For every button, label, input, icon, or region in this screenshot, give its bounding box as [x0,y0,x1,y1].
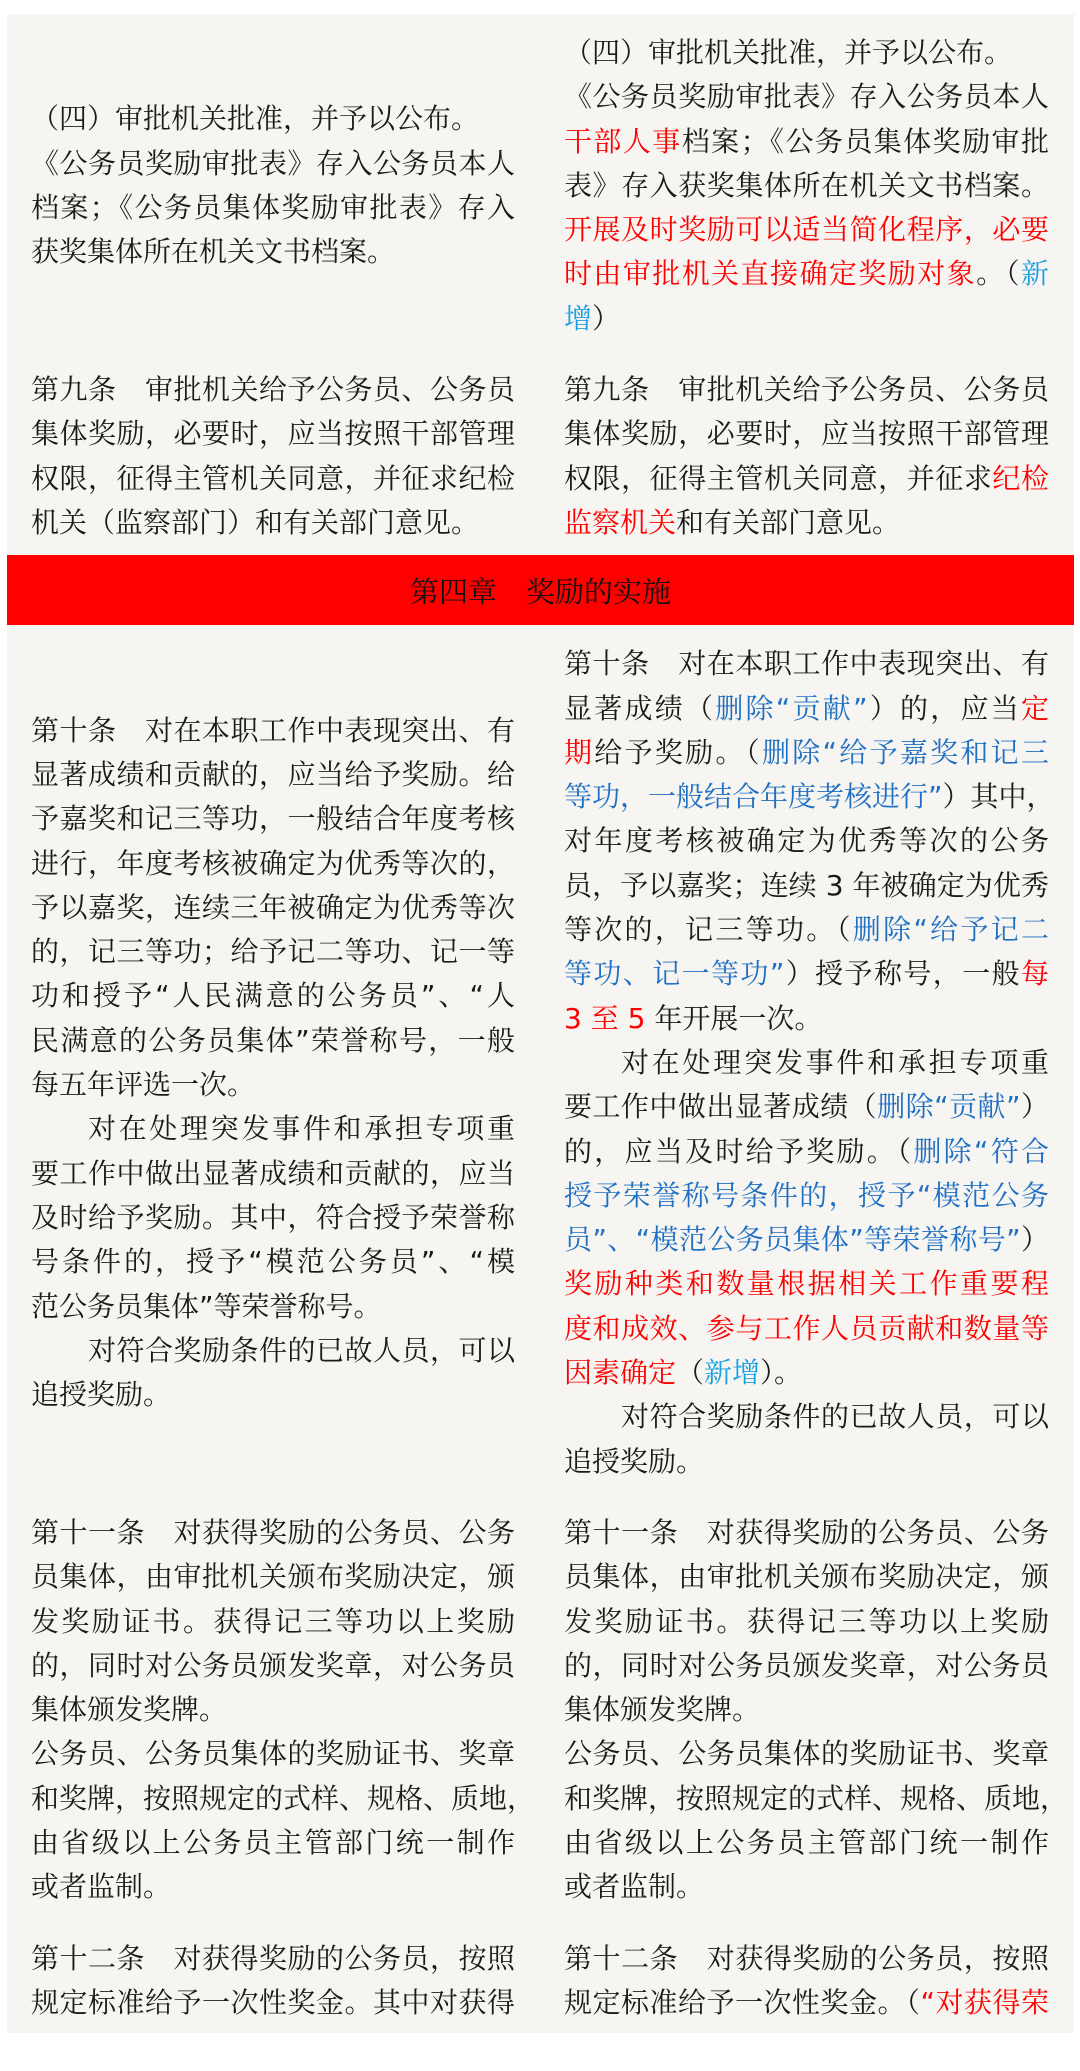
text-line [564,297,1049,341]
text-run: 等次的，记三等功。（ [564,913,853,947]
text-line [31,1555,515,1599]
deleted-note: 删除“给予记二 [852,913,1049,947]
text-run: （四）审批机关批准，并予以公布。 [31,102,480,136]
text-line [564,252,1049,296]
text-run: 第十一条 对获得奖励的公务员、公务 [31,1515,515,1549]
text-line [564,208,1049,252]
text-line [564,457,1049,501]
text-run: 或者监制。 [31,1870,172,1904]
revised-text-cell [540,351,1074,555]
text-line [564,1440,1049,1484]
text-run: 及时给予奖励。其中，符合授予荣誉称 [31,1200,515,1234]
text-run: 规定标准给予一次性奖金。其中对获得 [31,1985,515,2019]
text-run: 集体奖励，必要时，应当按照干部管理 [31,417,515,451]
text-line [564,1644,1049,1688]
text-run: 第十条 对在本职工作中表现突出、有 [31,713,515,747]
text-run: 对在处理突发事件和承担专项重 [621,1045,1049,1079]
text-line [564,1600,1049,1644]
text-line [31,186,515,230]
text-line [564,368,1049,412]
text-line [564,1555,1049,1599]
text-run: 追授奖励。 [564,1444,705,1478]
deleted-note: 授予荣誉称号条件的，授予“模范公务 [564,1178,1049,1212]
text-line [31,1865,515,1909]
text-line [31,1329,515,1373]
added-text: 奖励种类和数量根据相关工作重要程 [564,1267,1049,1301]
text-run: 《公务员奖励审批表》存入公务员本人 [31,146,515,180]
text-line [564,1218,1049,1262]
text-run: 第十条 对在本职工作中表现突出、有 [564,647,1049,681]
article-row-12 [7,1920,1074,2033]
text-line [564,1777,1069,1821]
text-line [564,1937,1049,1981]
text-run: 公务员、公务员集体的奖励证书、奖章 [564,1737,1049,1771]
text-run: 集体奖励，必要时，应当按照干部管理 [564,417,1049,451]
text-run: 权限，征得主管机关同意，并征求纪检 [31,461,515,495]
text-line [31,1981,515,2025]
added-text: 3 至 5 [564,1001,646,1035]
text-line [31,97,515,141]
text-line [564,1865,1049,1909]
text-line [31,797,515,841]
text-line [564,1351,1049,1395]
text-line [564,908,1049,952]
text-line [31,412,515,456]
text-line [564,1688,1049,1732]
text-line [31,1019,515,1063]
text-run: （ [676,1356,705,1390]
text-run: 获奖集体所在机关文书档案。 [31,235,396,269]
added-text: 每 [1020,957,1049,991]
text-run: 和有关部门意见。 [676,505,901,539]
text-run: 对在处理突发事件和承担专项重 [88,1112,515,1146]
text-run: 第十二条 对获得奖励的公务员，按照 [31,1941,515,1975]
text-line [564,412,1049,456]
added-text: 纪检 [992,461,1049,495]
original-text-cell [7,1494,540,1920]
text-line [564,687,1049,731]
text-run: 予嘉奖和记三等功，一般结合年度考核 [31,802,515,836]
text-run: 的，应当及时给予奖励。（ [564,1134,914,1168]
text-line [31,1688,515,1732]
text-run: 第九条 审批机关给予公务员、公务员 [31,373,515,407]
text-run: 的，同时对公务员颁发奖章，对公务员 [31,1648,515,1682]
text-line [31,753,515,797]
text-run: 公务员、公务员集体的奖励证书、奖章 [31,1737,515,1771]
text-run: ）。 [760,1356,803,1390]
text-run: 由省级以上公务员主管部门统一制作 [564,1825,1049,1859]
deleted-note: 删除“贡献” [715,691,868,725]
text-run: 规定标准给予一次性奖金。（ [564,1985,921,2019]
new-tag: 新 [1020,257,1049,291]
text-run: 档案；《公务员集体奖励审批 [681,124,1049,158]
deleted-note: 员”、“模范公务员集体”等荣誉称号” [564,1223,1021,1257]
text-line [564,1981,1049,2025]
text-line [564,120,1049,164]
text-run: 和奖牌，按照规定的式样、规格、质地， [564,1781,1069,1815]
text-line [31,368,515,412]
text-run: ） [592,301,621,335]
text-run: 要工作中做出显著成绩和贡献的，应当 [31,1156,515,1190]
text-line [564,31,1049,75]
deleted-note: 等功，一般结合年度考核进行” [564,780,943,814]
text-line [564,501,1049,545]
text-line [31,457,515,501]
text-line [564,819,1049,863]
text-line [564,642,1049,686]
text-run: 的，记三等功；给予记二等功、记一等 [31,935,515,969]
added-text: 时由审批机关直接确定奖励对象 [564,257,977,291]
deleted-note: 删除“贡献” [877,1090,1021,1124]
text-line [564,1174,1049,1218]
text-run: ） [1020,1090,1049,1124]
text-line [31,1107,515,1151]
text-line [31,1644,515,1688]
text-run: 《公务员奖励审批表》存入公务员本人 [564,80,1049,114]
text-run: 每五年评选一次。 [31,1068,256,1102]
article-row-item-4 [7,14,1074,351]
text-run: ）的，应当 [867,691,1021,725]
original-text-cell [7,14,540,351]
text-run: 员集体，由审批机关颁布奖励决定，颁 [564,1560,1049,1594]
text-line [31,1511,515,1555]
text-line [564,864,1049,908]
text-line [31,1821,515,1865]
text-line [564,1395,1049,1439]
added-text: “对获得荣 [920,1985,1049,2019]
new-tag: 增 [564,301,593,335]
text-run: 第十二条 对获得奖励的公务员，按照 [564,1941,1049,1975]
text-line [31,1196,515,1240]
text-run: 范公务员集体”等荣誉称号。 [31,1289,382,1323]
text-line [564,731,1049,775]
article-row-9 [7,351,1074,555]
revised-text-cell [540,14,1074,351]
text-run: 第十一条 对获得奖励的公务员、公务 [564,1515,1049,1549]
text-run: ）其中， [942,780,1055,814]
text-run: 表》存入获奖集体所在机关文书档案。 [564,168,1049,202]
text-line [31,501,515,545]
text-run: 的，同时对公务员颁发奖章，对公务员 [564,1648,1049,1682]
text-run: （四）审批机关批准，并予以公布。 [564,36,1013,69]
text-run: 权限，征得主管机关同意，并征求 [564,461,993,495]
text-line [31,1240,515,1284]
text-line [564,997,1049,1041]
text-line [31,1152,515,1196]
text-line [31,1937,515,1981]
text-run: 民满意的公务员集体”荣誉称号，一般 [31,1023,515,1057]
text-run: 号条件的，授予“模范公务员”、“模 [31,1245,515,1279]
text-run: 予以嘉奖，连续三年被确定为优秀等次 [31,890,515,924]
original-text-cell [7,1920,540,2033]
added-text: 监察机关 [564,505,677,539]
added-text: 定 [1020,691,1049,725]
text-run: 或者监制。 [564,1870,705,1904]
text-run: 由省级以上公务员主管部门统一制作 [31,1825,515,1859]
text-line [31,709,515,753]
text-line [564,775,1055,819]
revised-text-cell [540,1920,1074,2033]
text-line [31,974,515,1018]
deleted-note: 删除“符合 [913,1134,1049,1168]
text-run: 机关（监察部门）和有关部门意见。 [31,505,480,539]
added-text: 干部人事 [564,124,682,158]
text-line [564,1041,1049,1085]
text-run: 员，予以嘉奖；连续 3 年被确定为优秀 [564,868,1049,902]
deleted-note: 等功、记一等功” [564,957,785,991]
text-line [564,952,1049,996]
text-line [564,1262,1049,1306]
text-line [31,1373,515,1417]
text-line [564,1085,1049,1129]
text-line [564,1511,1049,1555]
text-run: 年开展一次。 [645,1001,823,1035]
text-run: 员集体，由审批机关颁布奖励决定，颁 [31,1560,515,1594]
revised-text-cell [540,1494,1074,1920]
revised-text-cell [540,625,1074,1494]
chapter-header-row [7,555,1074,625]
text-run: 。（ [976,257,1021,291]
added-text: 度和成效、参与工作人员贡献和数量等 [564,1311,1049,1345]
text-run: 对符合奖励条件的已故人员，可以 [621,1400,1049,1434]
text-run: 发奖励证书。获得记三等功以上奖励 [31,1604,515,1638]
text-run: 显著成绩（ [564,691,716,725]
text-line [31,142,515,186]
text-run: 对符合奖励条件的已故人员，可以 [88,1333,515,1367]
text-line [31,1600,515,1644]
text-line [564,1821,1049,1865]
text-line [31,1732,515,1776]
text-run: ） [1020,1223,1049,1257]
text-line [31,1285,515,1329]
chapter-title: 第四章 奖励的实施 [409,574,671,609]
added-text: 开展及时奖励可以适当简化程序，必要 [564,213,1049,247]
article-row-11 [7,1494,1074,1920]
text-line [564,75,1049,119]
text-run: 档案；《公务员集体奖励审批表》存入 [31,191,515,225]
added-text: 期 [564,735,595,769]
text-run: 和奖牌，按照规定的式样、规格、质地， [31,1781,536,1815]
text-run: 集体颁发奖牌。 [31,1693,228,1727]
text-line [564,1732,1049,1776]
text-line [31,1777,536,1821]
article-row-10 [7,625,1074,1494]
text-run: 集体颁发奖牌。 [564,1693,761,1727]
text-run: 第九条 审批机关给予公务员、公务员 [564,373,1049,407]
text-line [564,1130,1049,1174]
text-run: 进行，年度考核被确定为优秀等次的， [31,846,515,880]
original-text-cell [7,351,540,555]
deleted-note: 删除“给予嘉奖和记三 [761,735,1049,769]
added-text: 因素确定 [564,1356,677,1390]
text-run: 功和授予“人民满意的公务员”、“人 [31,979,515,1013]
comparison-table [7,14,1074,2033]
text-run: 给予奖励。（ [594,735,762,769]
text-line [31,930,515,974]
text-run: ）授予称号，一般 [784,957,1021,991]
text-run: 要工作中做出显著成绩（ [564,1090,878,1124]
text-run: 显著成绩和贡献的，应当给予奖励。给 [31,758,515,791]
text-line [31,1063,515,1107]
text-run: 对年度考核被确定为优秀等次的公务 [564,824,1049,858]
text-line [564,164,1049,208]
text-run: 发奖励证书。获得记三等功以上奖励 [564,1604,1049,1638]
text-line [31,230,515,274]
text-line [31,842,515,886]
text-run: 追授奖励。 [31,1378,172,1412]
text-line [31,886,515,930]
original-text-cell [7,625,540,1494]
text-line [564,1307,1049,1351]
new-tag: 新增 [704,1356,761,1390]
